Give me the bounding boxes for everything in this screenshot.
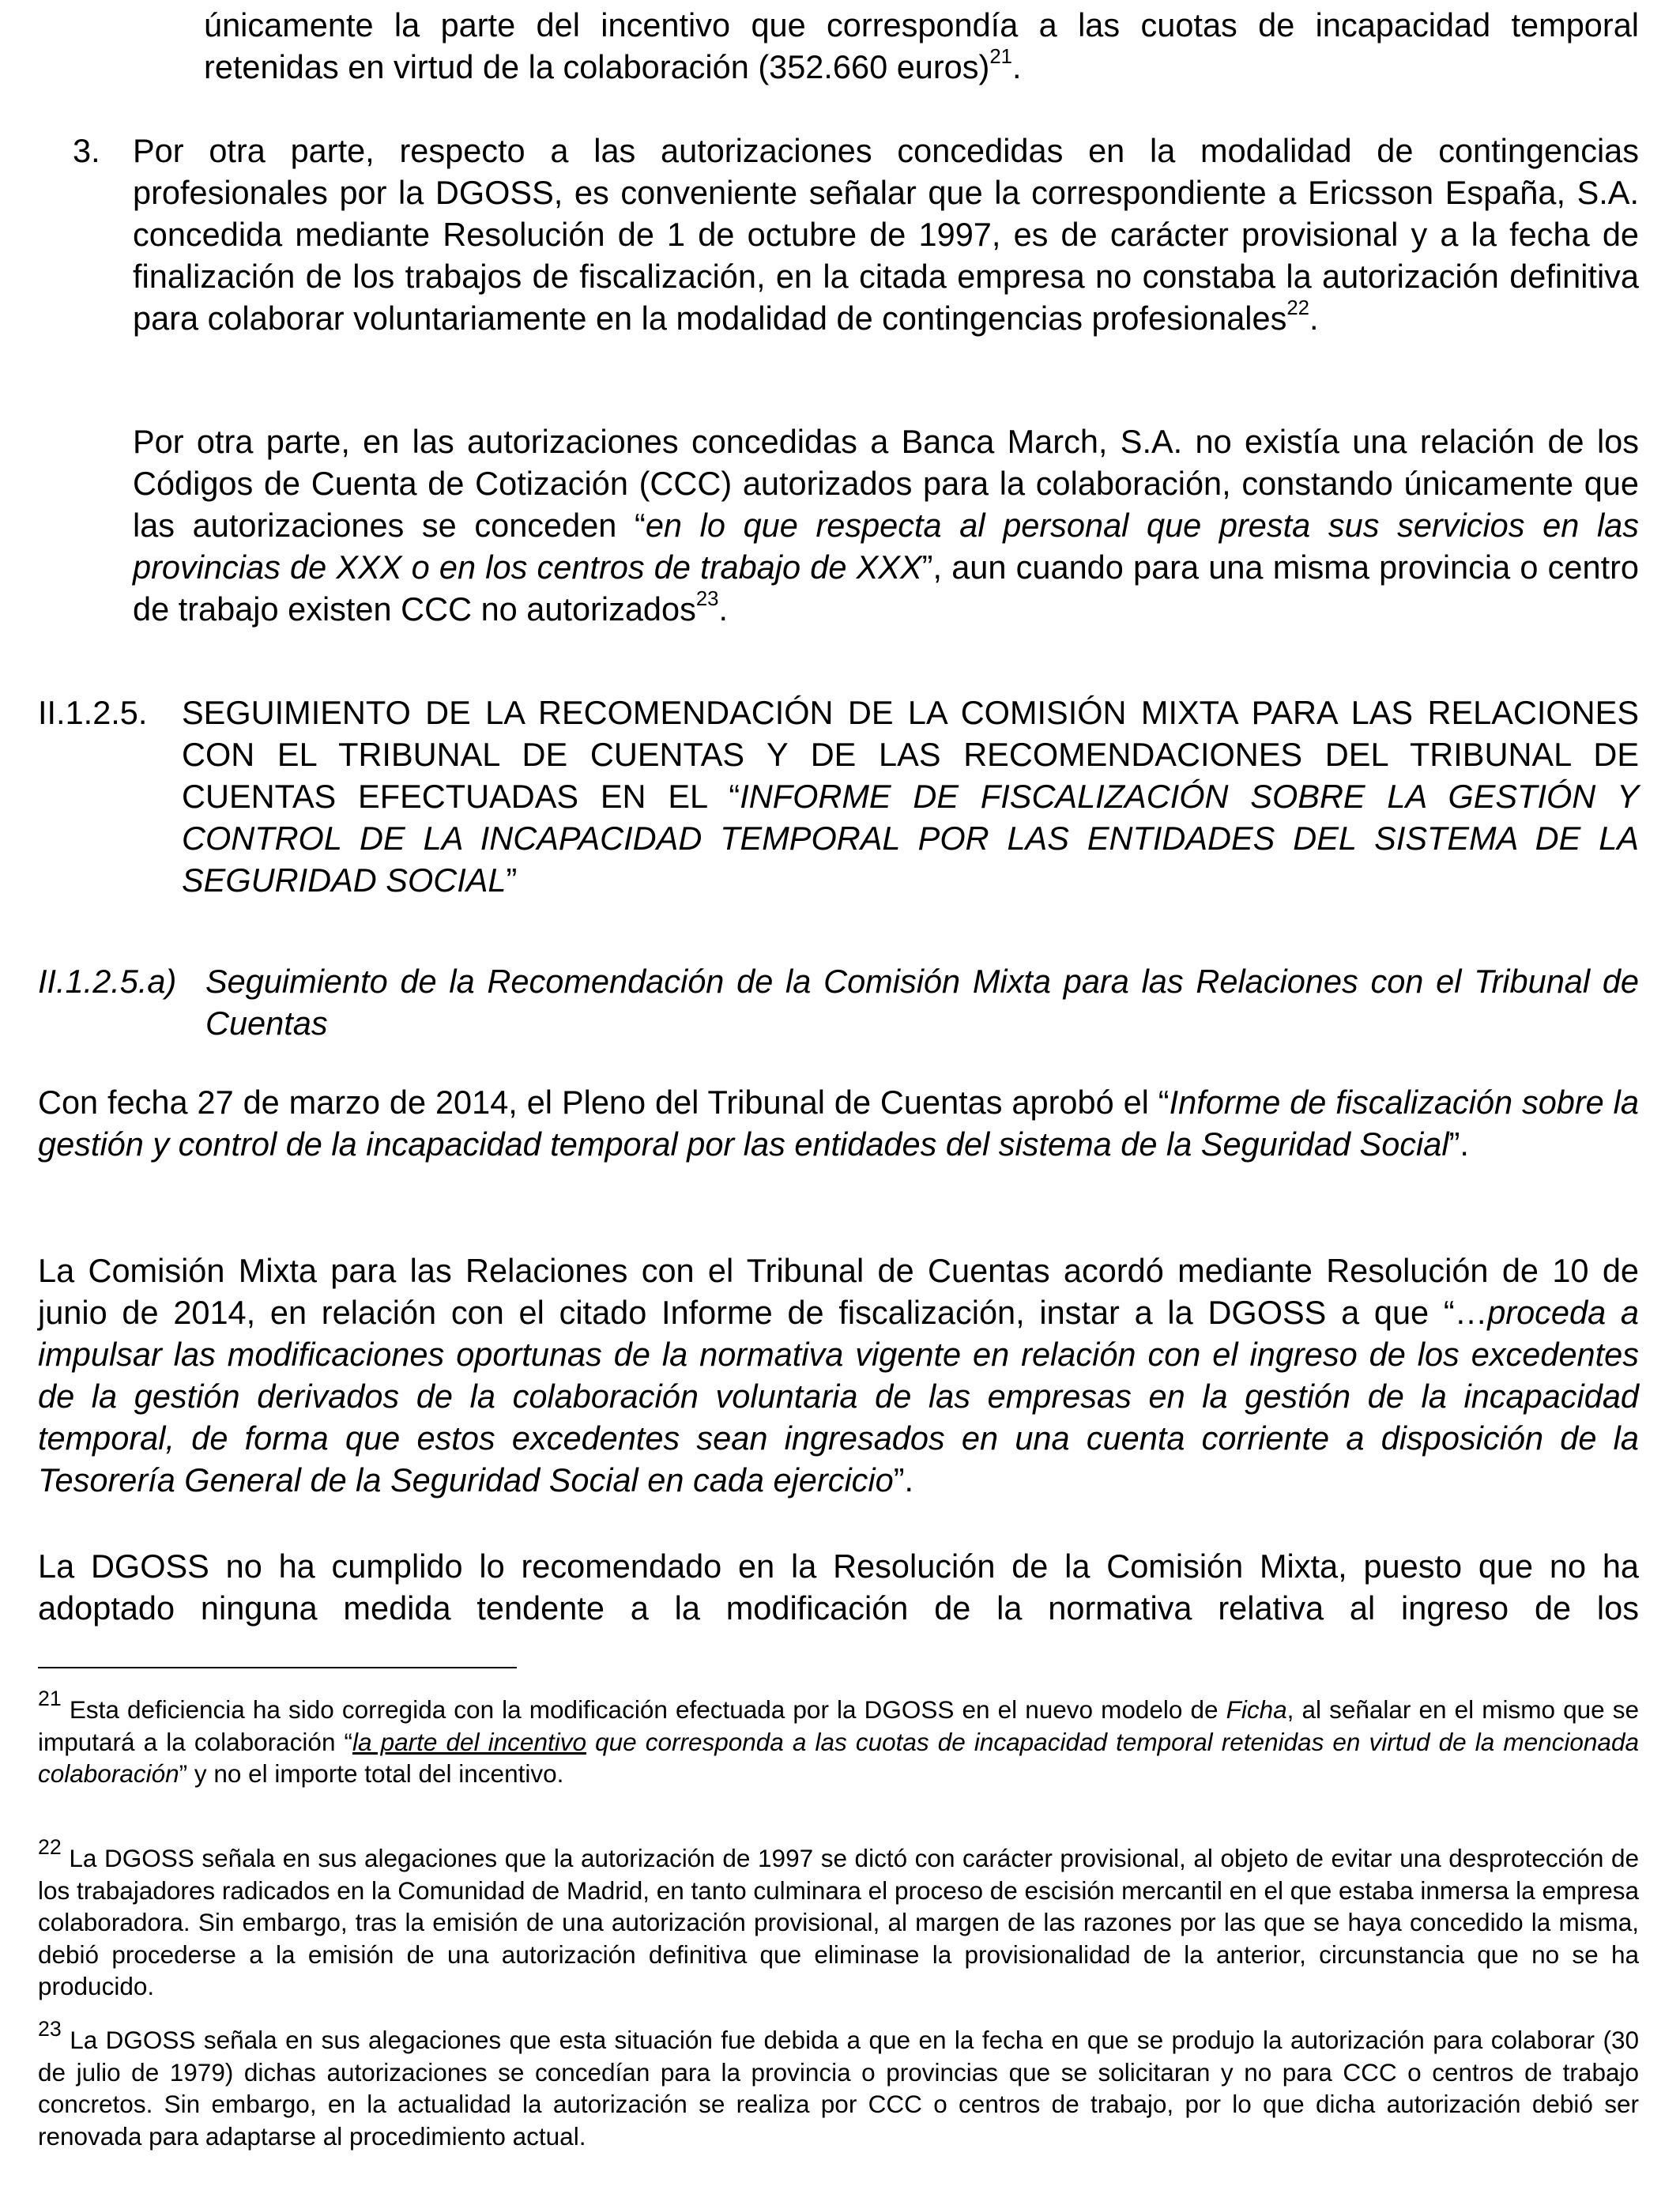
section-heading: SEGUIMIENTO DE LA RECOMENDACIÓN DE LA COMISIÓN MIXTA PARA LAS RELACIONES CON EL TRIBUNAL DE CUENTAS Y DE LAS RECOMENDACIONES DEL TRIBUNAL DE CUENTAS EFECTUADAS EN EL “INFORME DE FISCALIZACIÓN SOBRE LA GESTIÓN Y CONTROL DE LA INCAPACIDAD TEMPORAL POR LAS ENTIDADES DEL SISTEMA DE LA SEGURIDAD SOCIAL”: [182, 694, 1639, 899]
footnote-number: 23: [38, 2017, 62, 2041]
footnote-ref-22[interactable]: 22: [1286, 297, 1309, 320]
item-3-paragraph-1: Por otra parte, respecto a las autorizaciones concedidas en la modalidad de contingencias profesionales por la DGOSS, es conveniente señalar que la correspondiente a Ericsson España, S.A. concedida mediante Resolución de 1 de octubre de 1997, es de carácter provisional y a la fecha de finalización de los trabajos de fiscalización, en la citada empresa no constaba la autorización definitiva para colaborar voluntariamente en la modalidad de contingencias profesionales$^{22}$.: [133, 132, 1639, 337]
paragraph-informe-approval: Con fecha 27 de marzo de 2014, el Pleno del Tribunal de Cuentas aprobó el “Informe de fiscalización sobre la gestión y control de la incapacidad temporal por las entidades del sistema de la Seguridad Social”.: [38, 1084, 1639, 1163]
footnote-22: $^{22}$ La DGOSS señala en sus alegaciones que la autorización de 1997 se dictó con carácter provisional, al objeto de evitar una desprotección de los trabajadores radicados en la Comunidad de Madrid, en tanto culminara el proceso de escisión mercantil en el que estaba inmersa la empresa colaboradora. Sin embargo, tras la emisión de una autorización provisional, al margen de las razones por las que se haya concedido la misma, debió procederse a la emisión de una autorización definitiva que eliminase la provisionalidad de la anterior, circunstancia que no se ha producido.: [38, 1835, 1639, 2000]
resolution-quote: proceda a impulsar las modificaciones oportunas de la normativa vigente en relación con el ingreso de los excedentes de la gestión derivados de la colaboración voluntaria de las empresas en la gestión de la incapacidad temporal, de forma que estos excedentes sean ingresados en una cuenta corriente a disposición de la Tesorería General de la Seguridad Social en cada ejercicio: [38, 1294, 1639, 1498]
footnote-ref-21[interactable]: 21: [989, 46, 1012, 69]
section-number: II.1.2.5.: [38, 694, 148, 731]
subsection-heading: Seguimiento de la Recomendación de la Comisión Mixta para las Relaciones con el Tribunal de Cuentas: [205, 963, 1639, 1042]
paragraph-comision-resolution: La Comisión Mixta para las Relaciones con el Tribunal de Cuentas acordó mediante Resolución de 10 de junio de 2014, en relación con el citado Informe de fiscalización, instar a la DGOSS a que “…proceda a impulsar las modificaciones oportunas de la normativa vigente en relación con el ingreso de los excedentes de la gestión derivados de la colaboración voluntaria de las empresas en la gestión de la incapacidad temporal, de forma que estos excedentes sean ingresados en una cuenta corriente a disposición de la Tesorería General de la Seguridad Social en cada ejercicio”.: [38, 1252, 1639, 1498]
footnote-21: $^{21}$ Esta deficiencia ha sido corregida con la modificación efectuada por la DGOSS en el nuevo modelo de Ficha, al señalar en el mismo que se imputará a la colaboración “la parte del incentivo que corresponda a las cuotas de incapacidad temporal retenidas en virtud de la mencionada colaboración” y no el importe total del incentivo.: [38, 1687, 1639, 1788]
paragraph-dgoss-noncompliance: La DGOSS no ha cumplido lo recomendado en la Resolución de la Comisión Mixta, puesto que no ha adoptado ninguna medida tendente a la modificación de la normativa relativa al ingreso de los: [38, 1547, 1639, 1627]
footnote-ref-23[interactable]: 23: [695, 588, 719, 611]
footnote-number: 21: [38, 1687, 62, 1711]
footnote-23: $^{23}$ La DGOSS señala en sus alegaciones que esta situación fue debida a que en la fecha en que se produjo la autorización para colaborar (30 de julio de 1979) dichas autorizaciones se concedían para la provincia o provincias que se solicitaran y no para CCC o centros de trabajo concretos. Sin embargo, en la actualidad la autorización se realiza por CCC o centros de trabajo, por lo que dicha autorización debió ser renovada para adaptarse al procedimiento actual.: [38, 2017, 1639, 2151]
item-3-paragraph-2: Por otra parte, en las autorizaciones concedidas a Banca March, S.A. no existía una relación de los Códigos de Cuenta de Cotización (CCC) autorizados para la colaboración, constando únicamente que las autorizaciones se conceden “en lo que respecta al personal que presta sus servicios en las provincias de XXX o en los centros de trabajo de XXX”, aun cuando para una misma provincia o centro de trabajo existen CCC no autorizados$^{23}$.: [133, 423, 1640, 628]
continuation-paragraph: únicamente la parte del incentivo que correspondía a las cuotas de incapacidad temporal retenidas en virtud de la colaboración (352.660 euros)$^{21}$.: [204, 6, 1639, 85]
continuation-text: únicamente la parte del incentivo que correspondía a las cuotas de incapacidad temporal retenidas en virtud de la colaboración (352.660 euros): [204, 6, 1639, 85]
list-number-3: 3.: [73, 132, 100, 169]
report-title: Informe de fiscalización sobre la gestión y control de la incapacidad temporal por las entidades del sistema de la Seguridad Social: [38, 1084, 1639, 1163]
quoted-phrase: en lo que respecta al personal que presta sus servicios en las provincias de XXX o en los centros de trabajo de XXX: [133, 507, 1640, 586]
footnote-separator: [38, 1667, 517, 1668]
subsection-number: II.1.2.5.a): [38, 963, 177, 1000]
footnote-number: 22: [38, 1835, 62, 1860]
section-heading-report-title: INFORME DE FISCALIZACIÓN SOBRE LA GESTIÓN Y CONTROL DE LA INCAPACIDAD TEMPORAL POR LAS ENTIDADES DEL SISTEMA DE LA SEGURIDAD SOCIAL: [182, 778, 1639, 899]
